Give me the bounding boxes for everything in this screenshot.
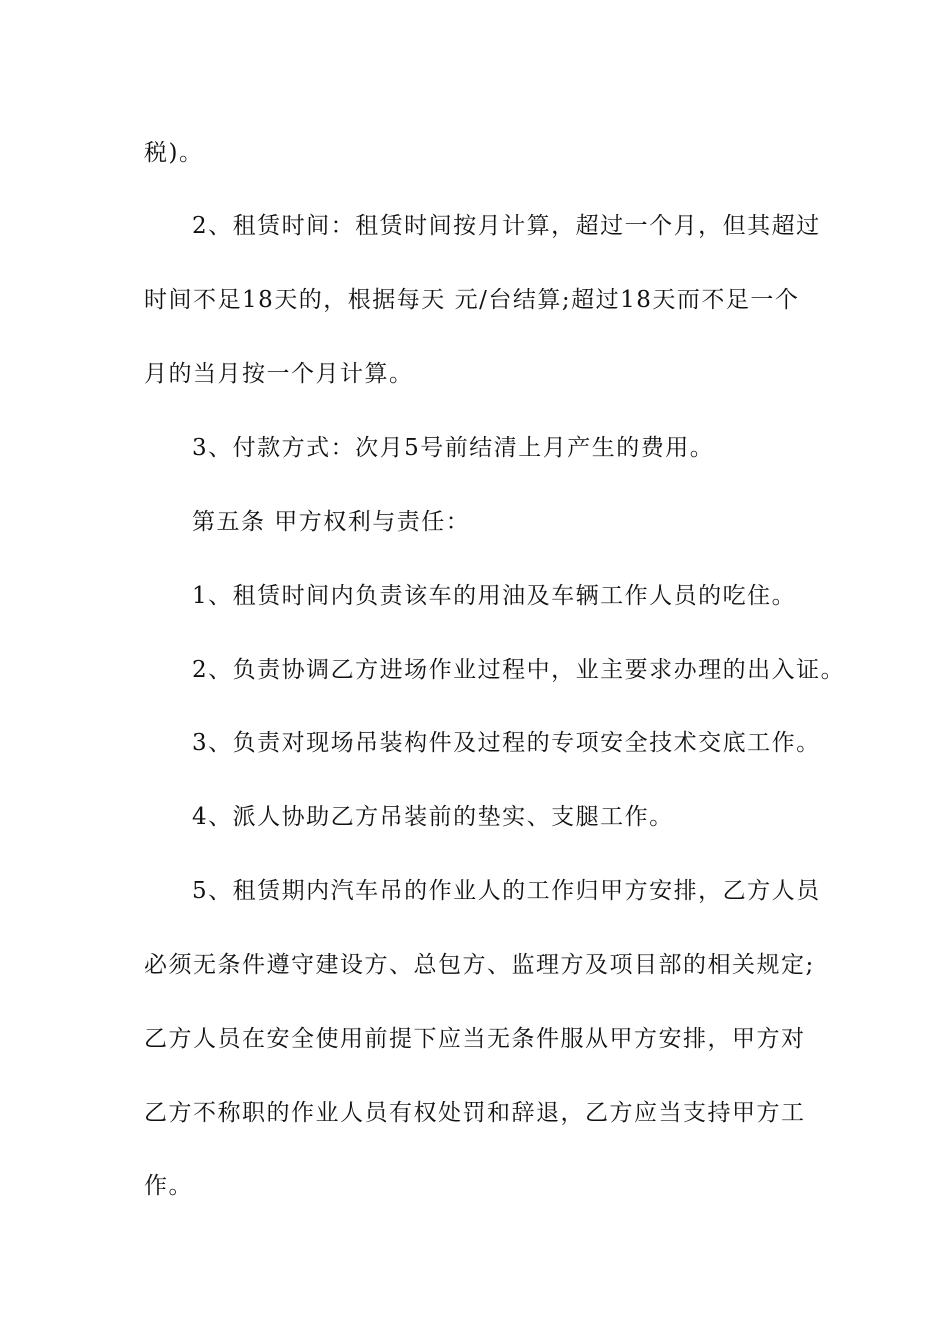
text-line-13: 乙方人员在安全使用前提下应当无条件服从甲方安排，甲方对	[144, 1026, 806, 1052]
text-line-10: 4、派人协助乙方吊装前的垫实、支腿工作。	[192, 804, 674, 830]
text-line-4: 月的当月按一个月计算。	[144, 361, 414, 387]
text-line-14: 乙方不称职的作业人员有权处罚和辞退，乙方应当支持甲方工	[144, 1100, 806, 1126]
text-line-9: 3、负责对现场吊装构件及过程的专项安全技术交底工作。	[192, 730, 821, 756]
text-line-11: 5、租赁期内汽车吊的作业人的工作归甲方安排，乙方人员	[192, 878, 821, 904]
text-line-3: 时间不足18天的，根据每天 元/台结算;超过18天而不足一个	[144, 287, 800, 313]
text-line-12: 必须无条件遵守建设方、总包方、监理方及项目部的相关规定;	[144, 952, 815, 978]
text-line-15: 作。	[144, 1173, 193, 1199]
section-heading: 第五条 甲方权利与责任：	[192, 509, 471, 535]
text-line-7: 1、租赁时间内负责该车的用油及车辆工作人员的吃住。	[192, 583, 797, 609]
text-line-2: 2、租赁时间：租赁时间按月计算，超过一个月，但其超过	[192, 213, 821, 239]
text-line-1: 税)。	[144, 140, 204, 166]
text-line-5: 3、付款方式：次月5号前结清上月产生的费用。	[192, 435, 715, 461]
text-line-8: 2、负责协调乙方进场作业过程中，业主要求办理的出入证。	[192, 657, 846, 683]
